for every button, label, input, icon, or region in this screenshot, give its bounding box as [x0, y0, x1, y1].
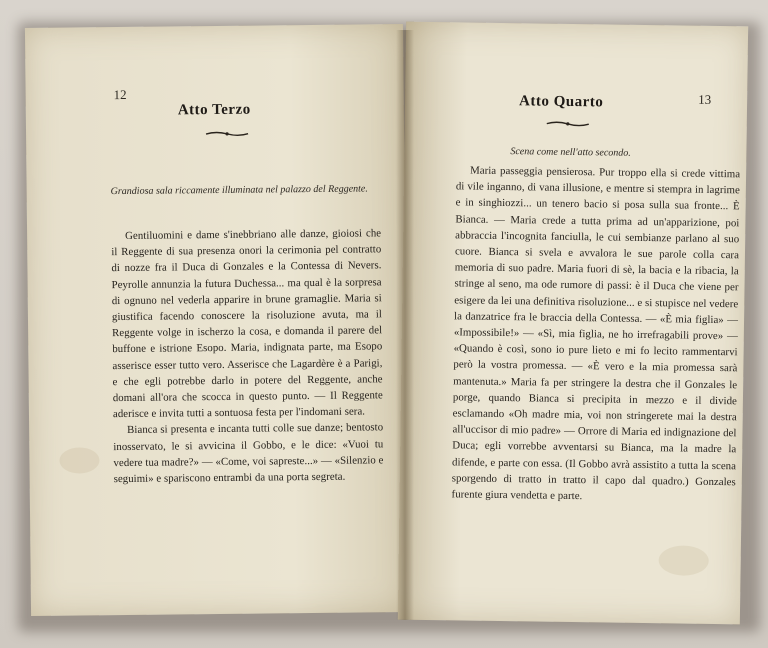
act-title: Atto Quarto [518, 93, 604, 111]
left-page [25, 24, 409, 616]
paper-stain [59, 447, 99, 473]
synopsis-text [451, 162, 740, 506]
stage-direction: Scena come nell'atto secondo. [510, 146, 631, 159]
page-number: 13 [698, 91, 712, 107]
page-number: 12 [113, 86, 127, 103]
book-gutter [396, 30, 414, 620]
paragraph: Bianca si presenta e incanta tutti colle sue danze; bentosto inosservato, le si avvicina il Gobbo, e le dice: «Vuoi tu vedere tua madre?» — «Come, voi sapreste...» — «Silenzio e seguimi» e spariscono entrambi da una porta segreta. [113, 421, 384, 486]
right-page [398, 22, 748, 625]
paragraph: Gentiluomini e dame s'inebbriano alle danze, gioiosi che il Reggente di sua presenza onori la cerimonia pel contratto di nozze fra il Duca di Gonzales e la Contessa di Nevers. Peyrolle annunzia la futura Duchessa... ma qual è la sorpresa di ognuno nel vederla apparire in brune gramaglie. Maria si giustifica facendo conoscere la risoluzione avuta, ma il Reggente volge in ischerzo la cosa, e domanda il parere del buffone e istrione Esopo. Maria, indignata parte, ma Esopo asserisce esser tutto vero. Asserisce che Lagardère è a Parigi, e che egli potrebbe darlo in potere del Reggente, anche domani all'ora che scocca in questo punto. — Il Reggente aderisce e invita tutti a sontuosa festa per l'indomani sera. [111, 227, 383, 421]
ornament-icon [545, 120, 591, 129]
act-title: Atto Terzo [177, 101, 251, 119]
synopsis-text [111, 225, 384, 487]
paragraph: Maria passeggia pensierosa. Pur troppo ella si crede vittima di vile inganno, di vana illusione, e mentre si stempra in lagrime e in singhiozzi... un tenero bacio si posa sulla sua fronte... È Bianca. — Maria crede a tutta prima ad un'apparizione, poi abbraccia l'incognita fanciulla, le cui sembianze parlano al suo cuore. Bianca si svela e avvalora le sue parole colla cara memoria di suo padre. Maria fuori di sè, la bacia e la ribacia, la stringe al seno, ma ode rumore di passi: è il Duca che viene per esigere da lei una definitiva risoluzione... e si stupisce nel vedere la danzatrice fra le braccia della Contessa. — «È mia figlia» — «Impossibile!» — «Sì, mia figlia, ne ho irrefragabili prove» — «Quando è così, sono io pure lieto e mi fo lecito rammentarvi però la vostra promessa. — «È vero e la mia promessa sarà mantenuta.» Maria fa per stringere la destra che il Gonzales le porge, quando Bianca si precipita in mezzo e il divide esclamando «Oh madre mia, voi non stringerete mai la destra all'uccisor di mio padre» — Orrore di Maria ed indignazione del Duca; egli vorrebbe avventarsi su Bianca, ma la madre la difende, e parte con essa. (Il Gobbo avrà assistito a tutta la scena sporgendo di tratto in tratto il capo dal quadro.) Gonzales furente giura vendetta e parte. [451, 164, 741, 503]
paper-stain [658, 545, 708, 576]
stage-direction: Grandiosa sala riccamente illuminata nel palazzo del Reggente. [110, 183, 368, 198]
ornament-icon [204, 130, 250, 138]
